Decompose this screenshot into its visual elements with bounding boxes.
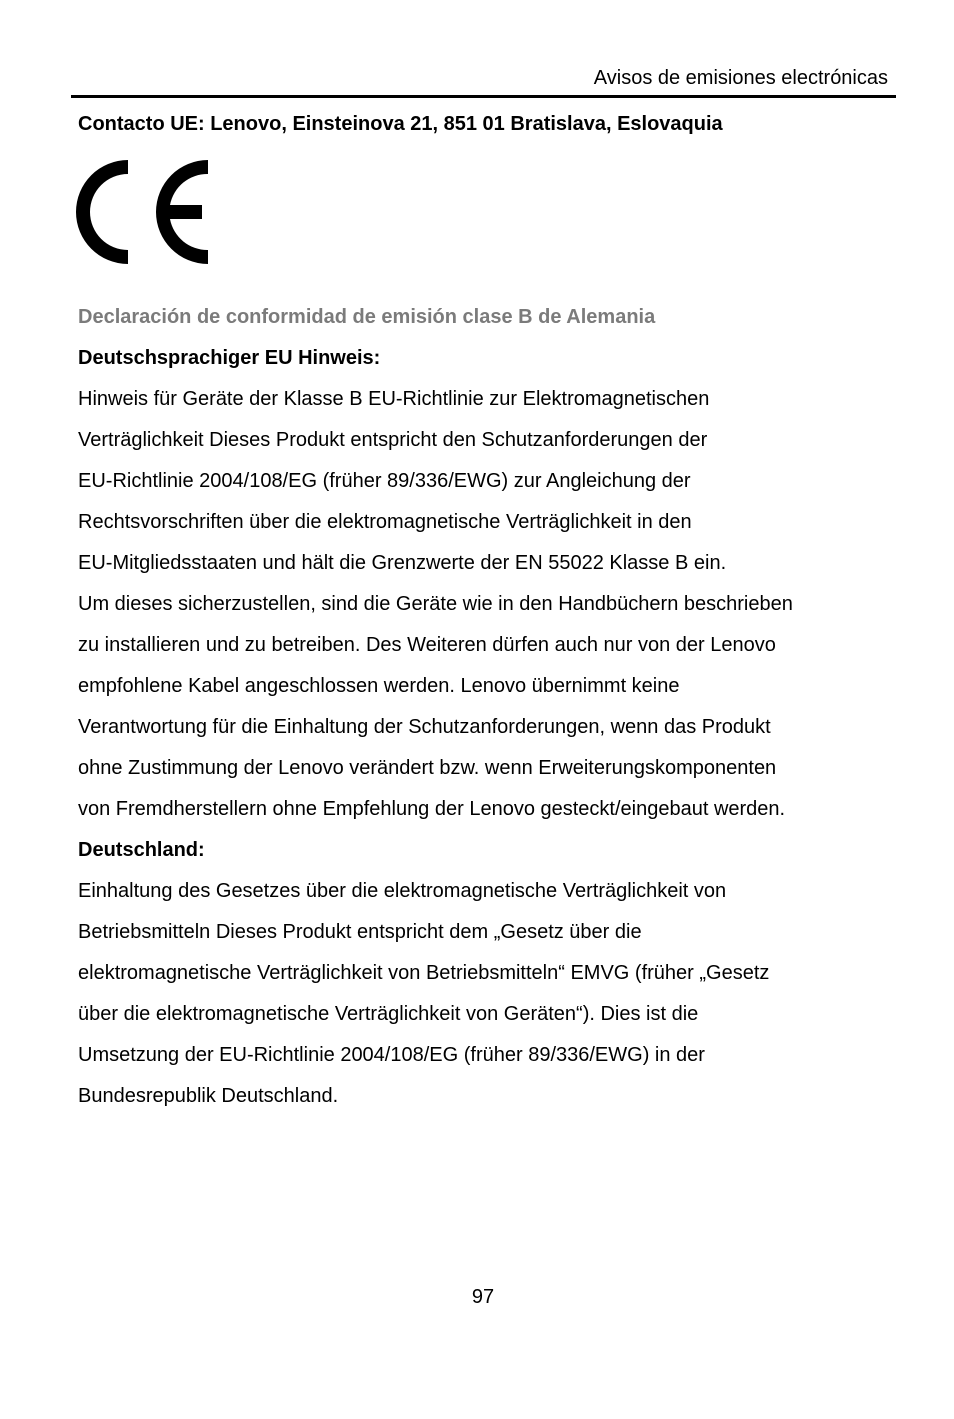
text-line: EU-Mitgliedsstaaten und hält die Grenzwerte der EN 55022 Klasse B ein.: [78, 552, 727, 574]
text-line: empfohlene Kabel angeschlossen werden. Lenovo übernimmt keine: [78, 675, 680, 697]
ce-mark-icon: [76, 158, 210, 266]
germany-body: [78, 871, 900, 1117]
ce-mark-e-letter: [156, 160, 208, 264]
text-line: Verträglichkeit Dieses Produkt entspricht den Schutzanforderungen der: [78, 429, 708, 451]
text-line: Verantwortung für die Einhaltung der Schutzanforderungen, wenn das Produkt: [78, 716, 771, 738]
main-content: [78, 297, 900, 1117]
text-line: Rechtsvorschriften über die elektromagnetische Verträglichkeit in den: [78, 511, 692, 533]
ce-mark-c-letter: [76, 160, 128, 264]
section-title: Declaración de conformidad de emisión clase B de Alemania: [78, 306, 656, 328]
text-line: über die elektromagnetische Verträglichkeit von Geräten“). Dies ist die: [78, 1003, 699, 1025]
text-line: von Fremdherstellern ohne Empfehlung der Lenovo gesteckt/eingebaut werden.: [78, 798, 786, 820]
text-line: Einhaltung des Gesetzes über die elektromagnetische Verträglichkeit von: [78, 880, 727, 902]
text-line: Bundesrepublik Deutschland.: [78, 1085, 339, 1107]
text-line: Hinweis für Geräte der Klasse B EU-Richtlinie zur Elektromagnetischen: [78, 388, 710, 410]
text-line: Umsetzung der EU-Richtlinie 2004/108/EG (früher 89/336/EWG) in der: [78, 1044, 705, 1066]
text-line: ohne Zustimmung der Lenovo verändert bzw. wenn Erweiterungskomponenten: [78, 757, 777, 779]
germany-label: Deutschland:: [78, 839, 205, 861]
eu-contact-line: Contacto UE: Lenovo, Einsteinova 21, 851 01 Bratislava, Eslovaquia: [78, 113, 723, 135]
header-rule: [71, 95, 896, 98]
text-line: Betriebsmitteln Dieses Produkt entspricht dem „Gesetz über die: [78, 921, 642, 943]
page-number: 97: [471, 1286, 495, 1308]
text-line: EU-Richtlinie 2004/108/EG (früher 89/336/EWG) zur Angleichung der: [78, 470, 691, 492]
eu-notice-label: Deutschsprachiger EU Hinweis:: [78, 347, 381, 369]
text-line: zu installieren und zu betreiben. Des Weiteren dürfen auch nur von der Lenovo: [78, 634, 776, 656]
text-line: Um dieses sicherzustellen, sind die Geräte wie in den Handbüchern beschrieben: [78, 593, 793, 615]
eu-notice-body: [78, 379, 900, 830]
running-header: Avisos de emisiones electrónicas: [593, 67, 888, 89]
text-line: elektromagnetische Verträglichkeit von Betriebsmitteln“ EMVG (früher „Gesetz: [78, 962, 770, 984]
